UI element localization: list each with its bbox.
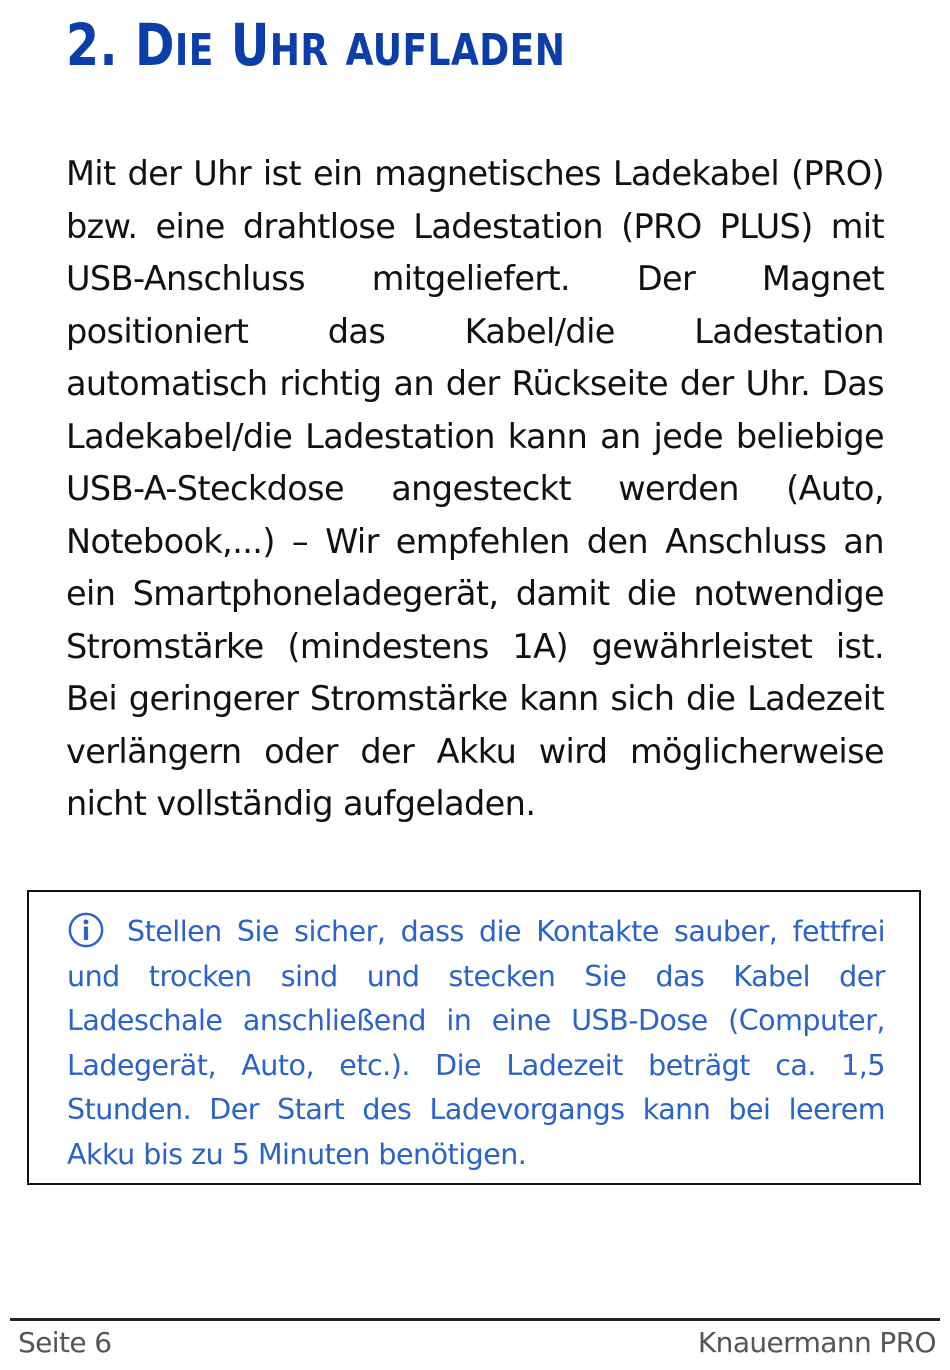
footer-brand: Knauermann PRO [697,1326,936,1359]
heading-word2-rest: HR [269,25,329,76]
footer-divider [10,1318,940,1321]
heading-word1-rest: IE [174,25,214,76]
heading-word1-initial: D [134,11,175,79]
heading-word3: AUFLADEN [345,25,566,76]
info-icon [67,911,105,949]
page-number: Seite 6 [18,1326,112,1359]
body-paragraph: Mit der Uhr ist ein magnetisches Ladekabel (PRO) bzw. eine drahtlose Ladestation (PRO PLUS) mit USB-Anschluss mitgeliefert. Der Magnet positioniert das Kabel/die Ladestation automatisch richtig an der Rückseite der Uhr. Das Ladekabel/die Ladestation kann an jede beliebige USB-A-Steckdose angesteckt werden (Auto, Notebook,...) – Wir empfehlen den Anschluss an ein Smartphoneladegerät, damit die notwendige Stromstärke (mindestens 1A) gewährleistet ist. Bei geringerer Stromstärke kann sich die Ladezeit verlängern oder der Akku wird möglicherweise nicht vollständig aufgeladen. [66,154,884,823]
heading-word2-initial: U [230,11,270,79]
section-heading [66,10,565,86]
heading-number: 2. [66,11,118,79]
notice-box [27,890,921,1185]
notice-text: Stellen Sie sicher, dass die Kontakte sauber, fettfrei und trocken sind und stecken Sie das Kabel der Ladeschale anschließend in eine USB-Dose (Computer, Ladegerät, Auto, etc.). Die Ladezeit beträgt ca. 1,5 Stunden. Der Start des Ladevorgangs kann bei leerem Akku bis zu 5 Minuten benötigen. [67,915,885,1171]
notice-paragraph [67,910,885,1177]
